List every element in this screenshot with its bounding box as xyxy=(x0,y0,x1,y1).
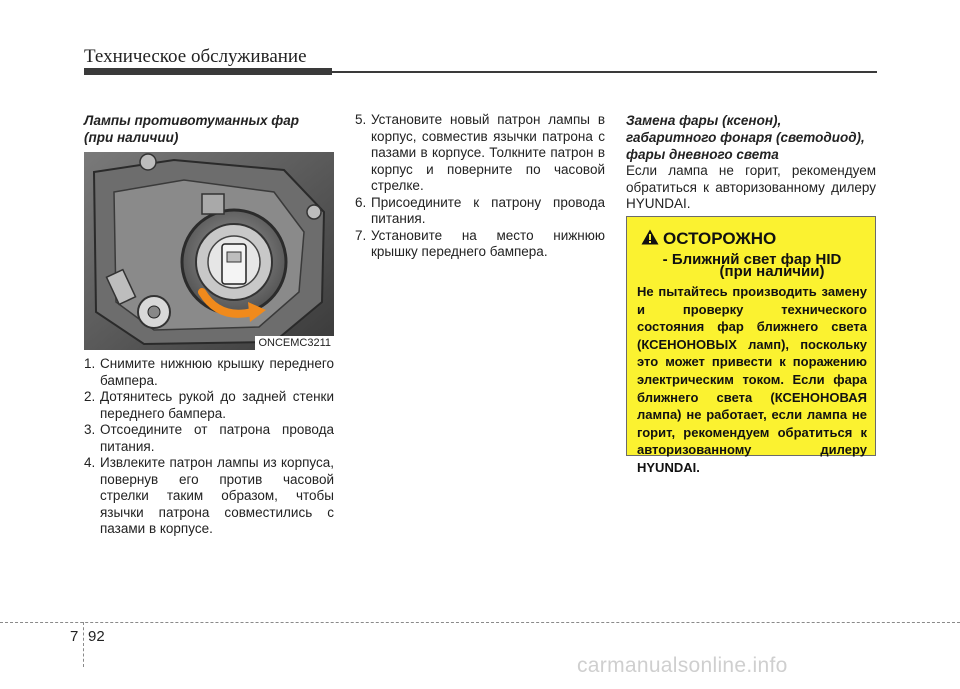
warning-sub-line2: (при наличии) xyxy=(719,263,825,280)
step-number: 3. xyxy=(84,422,96,437)
middle-steps-list xyxy=(355,112,605,261)
step-text: Присоедините к патрону провода питания. xyxy=(371,194,605,226)
site-watermark: carmanualsonline.info xyxy=(577,654,788,677)
step-text: Отсоедините от патрона провода питания. xyxy=(100,422,334,454)
middle-steps xyxy=(355,112,605,261)
footer-divider xyxy=(0,622,960,623)
footer-vertical-divider xyxy=(83,622,84,667)
fog-lamp-section-title xyxy=(84,112,334,146)
left-steps-list xyxy=(84,356,334,538)
fog-lamp-title-line1: Лампы противотуманных фар xyxy=(84,113,299,128)
warning-body-text: Не пытайтесь производить замену и проверку технического состояния фар ближнего света (КСЕНОНОВЫХ ламп), поскольку это может привести к поражению электрическим током. Если фара ближнего света (КСЕНОНОВАЯ лампа) не работает, если лампа не горит, рекомендуем обратиться к авторизованному дилеру HYUNDAI. xyxy=(637,284,867,475)
fog-lamp-illustration xyxy=(84,152,334,350)
xenon-title-line1: Замена фары (ксенон), xyxy=(626,113,782,128)
list-item xyxy=(355,228,605,261)
list-item xyxy=(355,195,605,228)
xenon-title-line2: габаритного фонаря (светодиод), xyxy=(626,130,865,145)
list-item xyxy=(84,455,334,538)
image-code-label: ONCEMC3211 xyxy=(255,336,334,350)
step-number: 5. xyxy=(355,112,367,127)
list-item xyxy=(84,356,334,389)
warning-sub-line1: - Ближний свет фар HID xyxy=(662,251,842,268)
xenon-body-text: Если лампа не горит, рекомендуем обратиться к авторизованному дилеру HYUNDAI. xyxy=(626,163,876,211)
step-number: 4. xyxy=(84,455,96,470)
step-number: 2. xyxy=(84,389,96,404)
step-number: 1. xyxy=(84,356,96,371)
left-steps xyxy=(84,356,334,538)
page-header-title: Техническое обслуживание xyxy=(84,46,307,67)
page-number: 92 xyxy=(88,628,105,645)
step-text: Снимите нижнюю крышку переднего бампера. xyxy=(100,356,334,388)
step-text: Дотянитесь рукой до задней стенки переднего бампера. xyxy=(100,389,334,421)
warning-box xyxy=(626,216,876,475)
warning-heading-text: ОСТОРОЖНО xyxy=(663,229,777,248)
fog-lamp-photo xyxy=(84,152,334,350)
step-text: Извлеките патрон лампы из корпуса, повернув его против часовой стрелки таким образом, чтобы язычки патрона совместились с пазами в корпусе. xyxy=(100,455,334,536)
chapter-number: 7 xyxy=(70,628,79,645)
step-text: Установите на место нижнюю крышку переднего бампера. xyxy=(371,227,605,259)
xenon-section-title xyxy=(626,112,881,163)
list-item xyxy=(84,389,334,422)
list-item xyxy=(84,422,334,455)
warning-triangle-icon xyxy=(641,229,659,245)
list-item xyxy=(355,112,605,195)
step-number: 7. xyxy=(355,227,367,243)
header-rule-thin xyxy=(332,71,877,73)
warning-heading xyxy=(641,229,776,249)
step-number: 6. xyxy=(355,194,367,210)
xenon-title-line3: фары дневного света xyxy=(626,147,779,162)
fog-lamp-title-line2: (при наличии) xyxy=(84,130,179,145)
header-rule-thick xyxy=(84,68,332,75)
step-text: Установите новый патрон лампы в корпус, совместив язычки патрона с пазами в корпусе. Толкните патрон в корпус и поверните по часовой стрелке. xyxy=(371,112,605,193)
